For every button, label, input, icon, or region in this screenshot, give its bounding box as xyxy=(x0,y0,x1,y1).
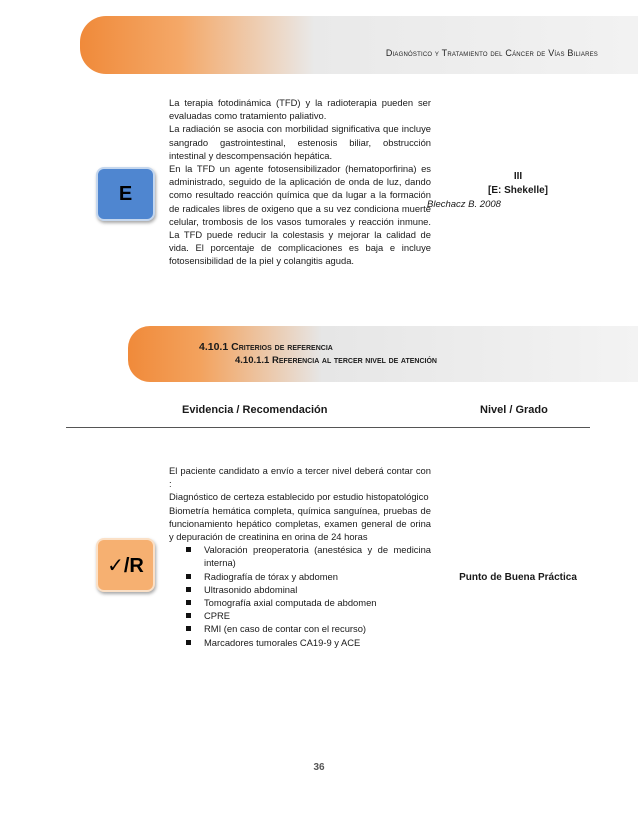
recommendation-text xyxy=(169,464,431,649)
bullet-square-icon xyxy=(186,547,191,552)
recommendation-list xyxy=(169,543,431,649)
header-divider xyxy=(66,427,590,428)
document-header-title: Diagnóstico y Tratamiento del Cáncer de Vías Biliares xyxy=(385,48,598,58)
list-item: Radiografía de tórax y abdomen xyxy=(169,570,431,583)
page-number: 36 xyxy=(313,762,325,773)
column-header-grade: Nivel / Grado xyxy=(480,404,548,416)
column-header-evidence: Evidencia / Recomendación xyxy=(182,404,328,416)
subsection-heading: 4.10.1.1 Referencia al tercer nivel de atención xyxy=(235,355,437,366)
recommendation-line: Diagnóstico de certeza establecido por estudio histopatológico xyxy=(169,491,429,503)
list-item: Valoración preoperatoria (anestésica y de medicina interna) xyxy=(169,543,431,569)
recommendation-badge xyxy=(96,538,155,592)
evidence-paragraph: La terapia fotodinámica (TFD) y la radioterapia pueden ser evaluadas como tratamiento paliativo. xyxy=(169,97,431,122)
evidence-scale: [E: Shekelle] xyxy=(487,185,549,196)
evidence-badge xyxy=(96,167,155,221)
evidence-paragraph: La radiación se asocia con morbilidad significativa que incluye sangrado gastrointestinal, estenosis biliar, obstrucción intestinal y descompensación hepática. xyxy=(169,123,431,161)
recommendation-grade: Punto de Buena Práctica xyxy=(459,572,577,583)
recommendation-badge-label: ✓/R xyxy=(107,554,144,577)
recommendation-intro: El paciente candidato a envío a tercer nivel deberá contar con : xyxy=(169,465,431,490)
evidence-level: III xyxy=(513,171,523,182)
bullet-square-icon xyxy=(186,600,191,605)
evidence-text xyxy=(169,96,431,268)
bullet-square-icon xyxy=(186,613,191,618)
bullet-square-icon xyxy=(186,574,191,579)
evidence-badge-label: E xyxy=(118,182,133,205)
list-item: RMI (en caso de contar con el recurso) xyxy=(169,622,431,635)
list-item: Ultrasonido abdominal xyxy=(169,583,431,596)
section-heading: 4.10.1 Criterios de referencia xyxy=(199,341,333,353)
evidence-paragraph: En la TFD un agente fotosensibilizador (hematoporfirina) es administrado, seguido de la aplicación de onda de luz, dando como resultado reacción química que da lugar a la formación de radicales libres de oxigeno que a su vez condiciona muerte celular, trombosis de los vasos tumorales y reacción inmune. La TFD puede reducir la colestasis y mejorar la calidad de vida. El porcentaje de complicaciones es baja e incluye fotosensibilidad de la piel y colangitis aguda. xyxy=(169,163,431,267)
bullet-square-icon xyxy=(186,626,191,631)
recommendation-line: Biometría hemática completa, química sanguínea, pruebas de funcionamiento hepático completas, examen general de orina y depuración de creatinina en orina de 24 horas xyxy=(169,504,431,543)
bullet-square-icon xyxy=(186,640,191,645)
list-item: Marcadores tumorales CA19-9 y ACE xyxy=(169,636,431,649)
bullet-square-icon xyxy=(186,587,191,592)
header-band xyxy=(80,16,638,74)
evidence-grade xyxy=(448,170,588,198)
evidence-reference: Blechacz B. 2008 xyxy=(427,199,501,210)
list-item: Tomografía axial computada de abdomen xyxy=(169,596,431,609)
section-band xyxy=(128,326,638,382)
list-item: CPRE xyxy=(169,609,431,622)
